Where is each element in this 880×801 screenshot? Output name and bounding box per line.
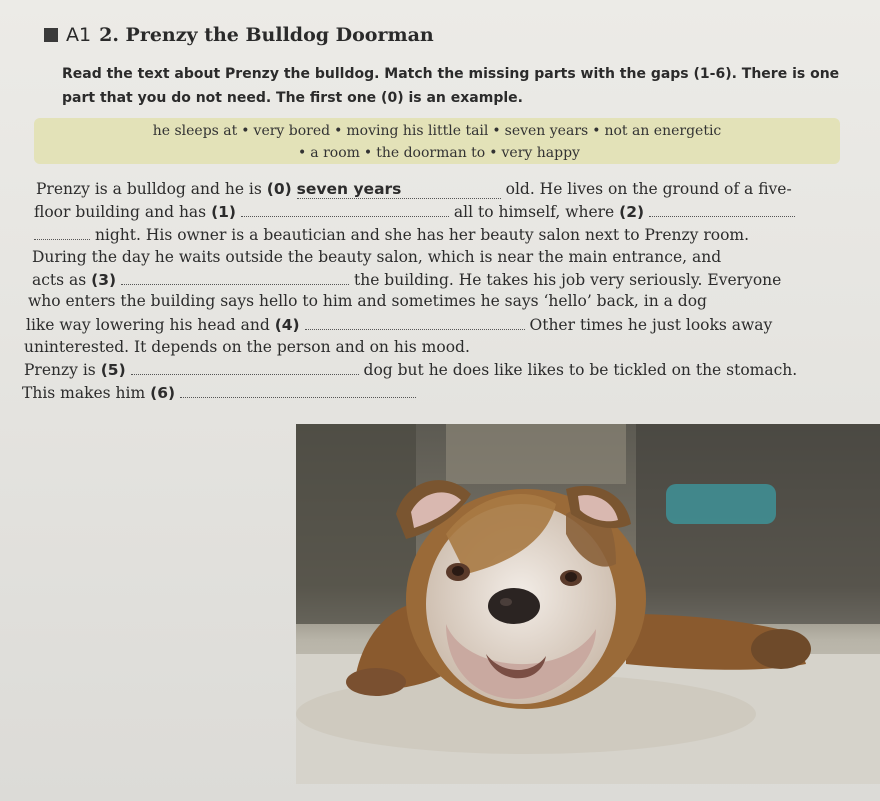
bullet-square-icon [44,28,58,42]
text-line [24,338,470,356]
text-line [32,248,721,266]
word-box: he sleeps at • very bored • moving his little tail • seven years • not an energetic • a room • the doorman to • very happy [34,118,840,164]
text-segment: old. He lives on the ground of a five- [505,180,792,198]
option: not an energetic [604,123,722,139]
text-segment: During the day he waits outside the beauty salon, which is near the main entrance, and [32,248,722,266]
option: very happy [501,145,580,161]
text-line [24,360,797,379]
option: a room [310,145,360,161]
gap-number: (3) [91,271,117,289]
text-segment: uninterested. It depends on the person and on his mood. [24,338,470,356]
text-segment: floor building and has [34,203,207,221]
gap-number: (5) [100,361,126,379]
option: very bored [253,123,331,139]
bulldog-illustration [296,424,880,784]
gap-blank[interactable] [649,202,795,217]
text-segment: night. His owner is a beautician and she has her beauty salon next to Prenzy room. [94,226,750,244]
option: moving his little tail [346,123,489,139]
gap-number: (1) [211,203,237,221]
option: the doorman to [376,145,486,161]
gap-blank[interactable] [34,225,90,240]
option: seven years [504,123,589,139]
gap-number: (4) [274,316,300,334]
gap-number: (6) [150,384,176,402]
instructions: Read the text about Prenzy the bulldog. Match the missing parts with the gaps (1-6). There is one part that you do not need. The first one (0) is an example. [62,66,840,106]
text-line [34,202,795,221]
gap-blank[interactable] [131,360,359,375]
text-segment: Prenzy is a bulldog and he is [36,180,262,198]
gap-number: (2) [619,203,645,221]
text-segment: Prenzy is [24,361,96,379]
text-segment: the building. He takes his job very seriously. Everyone [354,271,782,289]
text-segment: dog but he does like likes to be tickled on the stomach. [363,361,798,379]
text-segment: like way lowering his head and [26,316,270,334]
text-line [32,270,781,289]
example-answer: seven years [297,180,501,199]
gap-blank[interactable] [180,383,416,398]
gap-number: (0) [266,180,292,198]
exercise-heading: 2. Prenzy the Bulldog Doorman [99,24,434,46]
gap-blank[interactable] [241,202,449,217]
text-line [28,292,707,310]
bulldog-photo [296,424,880,784]
gap-blank[interactable] [305,315,525,330]
text-line [36,180,792,199]
text-line [26,315,772,334]
text-segment: acts as [32,271,87,289]
level-label: A1 [66,24,92,46]
text-segment: who enters the building says hello to him and sometimes he says ‘hello’ back, in a dog [28,292,707,310]
text-line [22,383,416,402]
text-line [34,225,749,244]
text-segment: Other times he just looks away [529,316,773,334]
option: he sleeps at [152,123,238,139]
text-segment: all to himself, where [453,203,615,221]
text-segment: This makes him [22,384,146,402]
gap-blank[interactable] [121,270,349,285]
exercise-title [44,24,434,46]
